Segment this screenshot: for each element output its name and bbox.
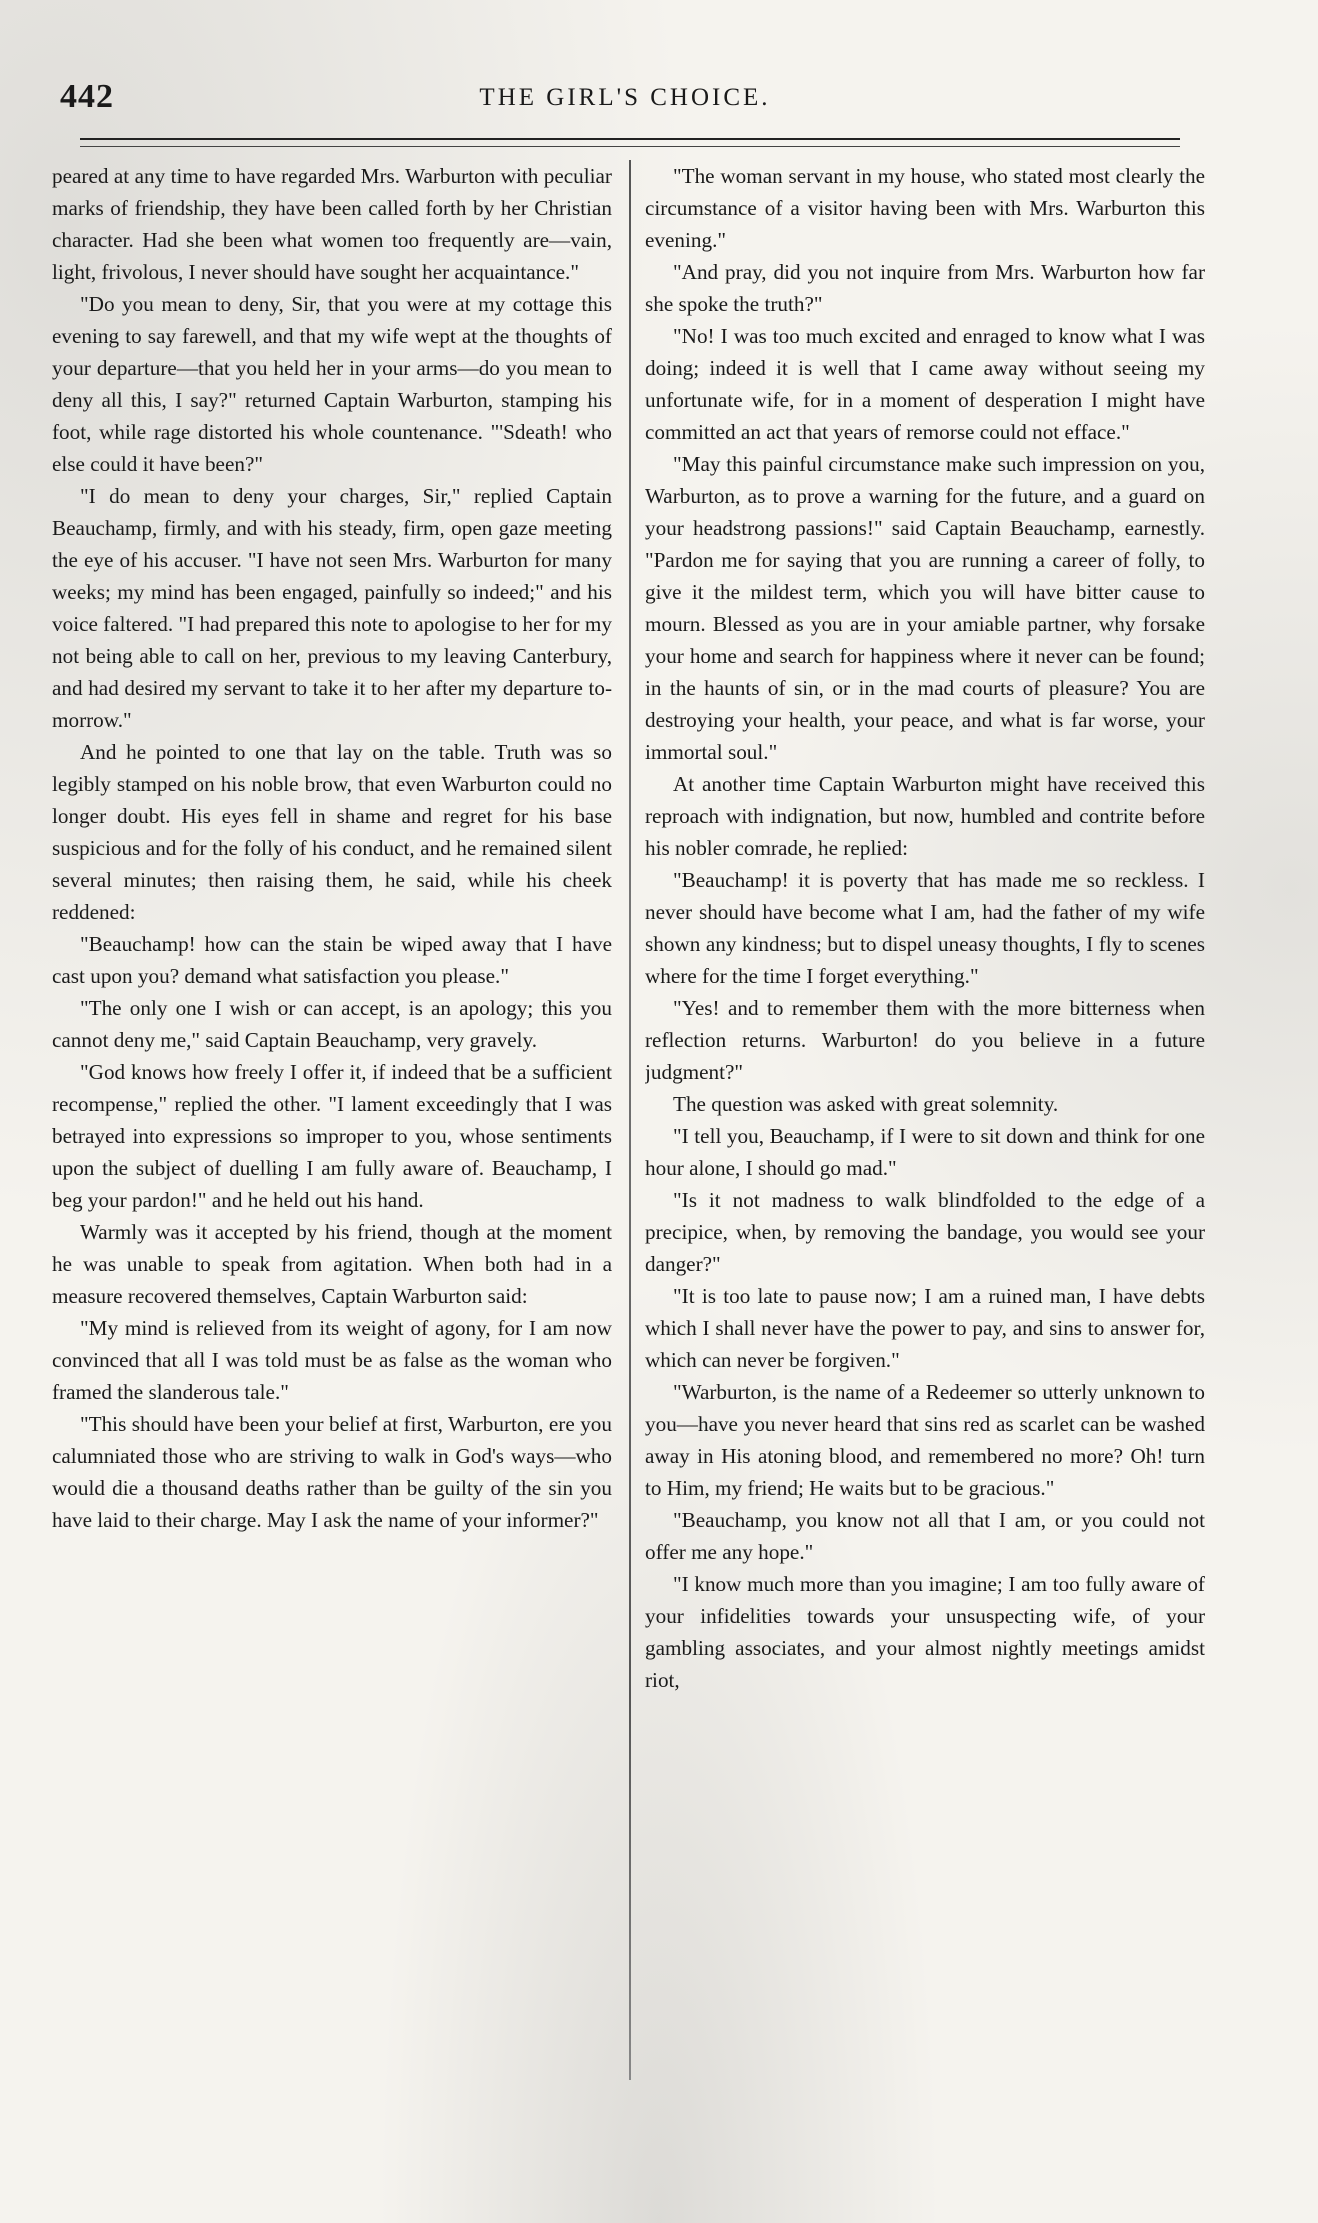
paragraph: "My mind is relieved from its weight of agony, for I am now convinced that all I was told must be as false as the woman who framed the slanderous tale." <box>52 1316 612 1404</box>
column-divider <box>629 160 631 2080</box>
paragraph: "Do you mean to deny, Sir, that you were at my cottage this evening to say farewell, and that my wife wept at the thoughts of your departure—that you held her in your arms—do you mean to deny all this, I say?" returned Captain Warburton, stamping his foot, while rage distorted his whole countenance. "'Sdeath! who else could it have been?" <box>52 292 612 476</box>
paragraph: At another time Captain Warburton might have received this reproach with indignation, but now, humbled and contrite before his nobler comrade, he replied: <box>645 772 1205 860</box>
paragraph: "May this painful circumstance make such impression on you, Warburton, as to prove a warning for the future, and a guard on your headstrong passions!" said Captain Beauchamp, earnestly. "Pardon me for saying that you are running a career of folly, to give it the mildest term, which you will have bitter cause to mourn. Blessed as you are in your amiable partner, why forsake your home and search for happiness where it never can be found; in the haunts of sin, or in the mad courts of pleasure? You are destroying your health, your peace, and what is far worse, your immortal soul." <box>645 452 1205 764</box>
right-column <box>645 160 1205 2090</box>
paragraph: "Beauchamp! it is poverty that has made me so reckless. I never should have become what I am, had the father of my wife shown any kindness; but to dispel uneasy thoughts, I fly to scenes where for the time I forget everything." <box>645 868 1205 988</box>
running-title: THE GIRL'S CHOICE. <box>479 84 771 111</box>
paragraph: The question was asked with great solemnity. <box>673 1092 1059 1116</box>
paragraph: "Beauchamp, you know not all that I am, or you could not offer me any hope." <box>645 1508 1205 1564</box>
paragraph: "Yes! and to remember them with the more bitterness when reflection returns. Warburton! do you believe in a future judgment?" <box>645 996 1205 1084</box>
paragraph: "The woman servant in my house, who stated most clearly the circumstance of a visitor having been with Mrs. Warburton this evening." <box>645 164 1205 252</box>
paragraph: "This should have been your belief at first, Warburton, ere you calumniated those who are striving to walk in God's ways—who would die a thousand deaths rather than be guilty of the sin you have laid to their charge. May I ask the name of your informer?" <box>52 1412 612 1532</box>
paragraph: "Beauchamp! how can the stain be wiped away that I have cast upon you? demand what satisfaction you please." <box>52 932 612 988</box>
page-header <box>55 78 1195 122</box>
paragraph: "Is it not madness to walk blindfolded to the edge of a precipice, when, by removing the bandage, you would see your danger?" <box>645 1188 1205 1276</box>
page-number: 442 <box>60 78 114 115</box>
paragraph: "God knows how freely I offer it, if indeed that be a sufficient recompense," replied the other. "I lament exceedingly that I was betrayed into expressions so improper to you, whose sentiments upon the subject of duelling I am fully aware of. Beauchamp, I beg your pardon!" and he held out his hand. <box>52 1060 612 1212</box>
paragraph: "I tell you, Beauchamp, if I were to sit down and think for one hour alone, I should go mad." <box>645 1124 1205 1180</box>
paragraph: "Warburton, is the name of a Redeemer so utterly unknown to you—have you never heard that sins red as scarlet can be washed away in His atoning blood, and remembered no more? Oh! turn to Him, my friend; He waits but to be gracious." <box>645 1380 1205 1500</box>
paragraph: "I do mean to deny your charges, Sir," replied Captain Beauchamp, firmly, and with his steady, firm, open gaze meeting the eye of his accuser. "I have not seen Mrs. Warburton for many weeks; my mind has been engaged, painfully so indeed;" and his voice faltered. "I had prepared this note to apologise to her for my not being able to call on her, previous to my leaving Canterbury, and had desired my servant to take it to her after my departure to-morrow." <box>52 484 612 732</box>
paragraph: And he pointed to one that lay on the table. Truth was so legibly stamped on his noble brow, that even Warburton could no longer doubt. His eyes fell in shame and regret for his base suspicious and for the folly of his conduct, and he remained silent several minutes; then raising them, he said, while his cheek reddened: <box>52 740 612 924</box>
left-column <box>52 160 612 2090</box>
paragraph: "It is too late to pause now; I am a ruined man, I have debts which I shall never have the power to pay, and sins to answer for, which can never be forgiven." <box>645 1284 1205 1372</box>
paragraph: "I know much more than you imagine; I am too fully aware of your infidelities towards your unsuspecting wife, of your gambling associates, and your almost nightly meetings amidst riot, <box>645 1572 1205 1692</box>
paragraph: Warmly was it accepted by his friend, though at the moment he was unable to speak from agitation. When both had in a measure recovered themselves, Captain Warburton said: <box>52 1220 612 1308</box>
paragraph: "No! I was too much excited and enraged to know what I was doing; indeed it is well that I came away without seeing my unfortunate wife, for in a moment of desperation I might have committed an act that years of remorse could not efface." <box>645 324 1205 444</box>
header-rule <box>80 138 1180 147</box>
paragraph: "And pray, did you not inquire from Mrs. Warburton how far she spoke the truth?" <box>645 260 1205 316</box>
paragraph: peared at any time to have regarded Mrs. Warburton with peculiar marks of friendship, they have been called forth by her Christian character. Had she been what women too frequently are—vain, light, frivolous, I never should have sought her acquaintance." <box>52 164 612 284</box>
paragraph: "The only one I wish or can accept, is an apology; this you cannot deny me," said Captain Beauchamp, very gravely. <box>52 996 612 1052</box>
